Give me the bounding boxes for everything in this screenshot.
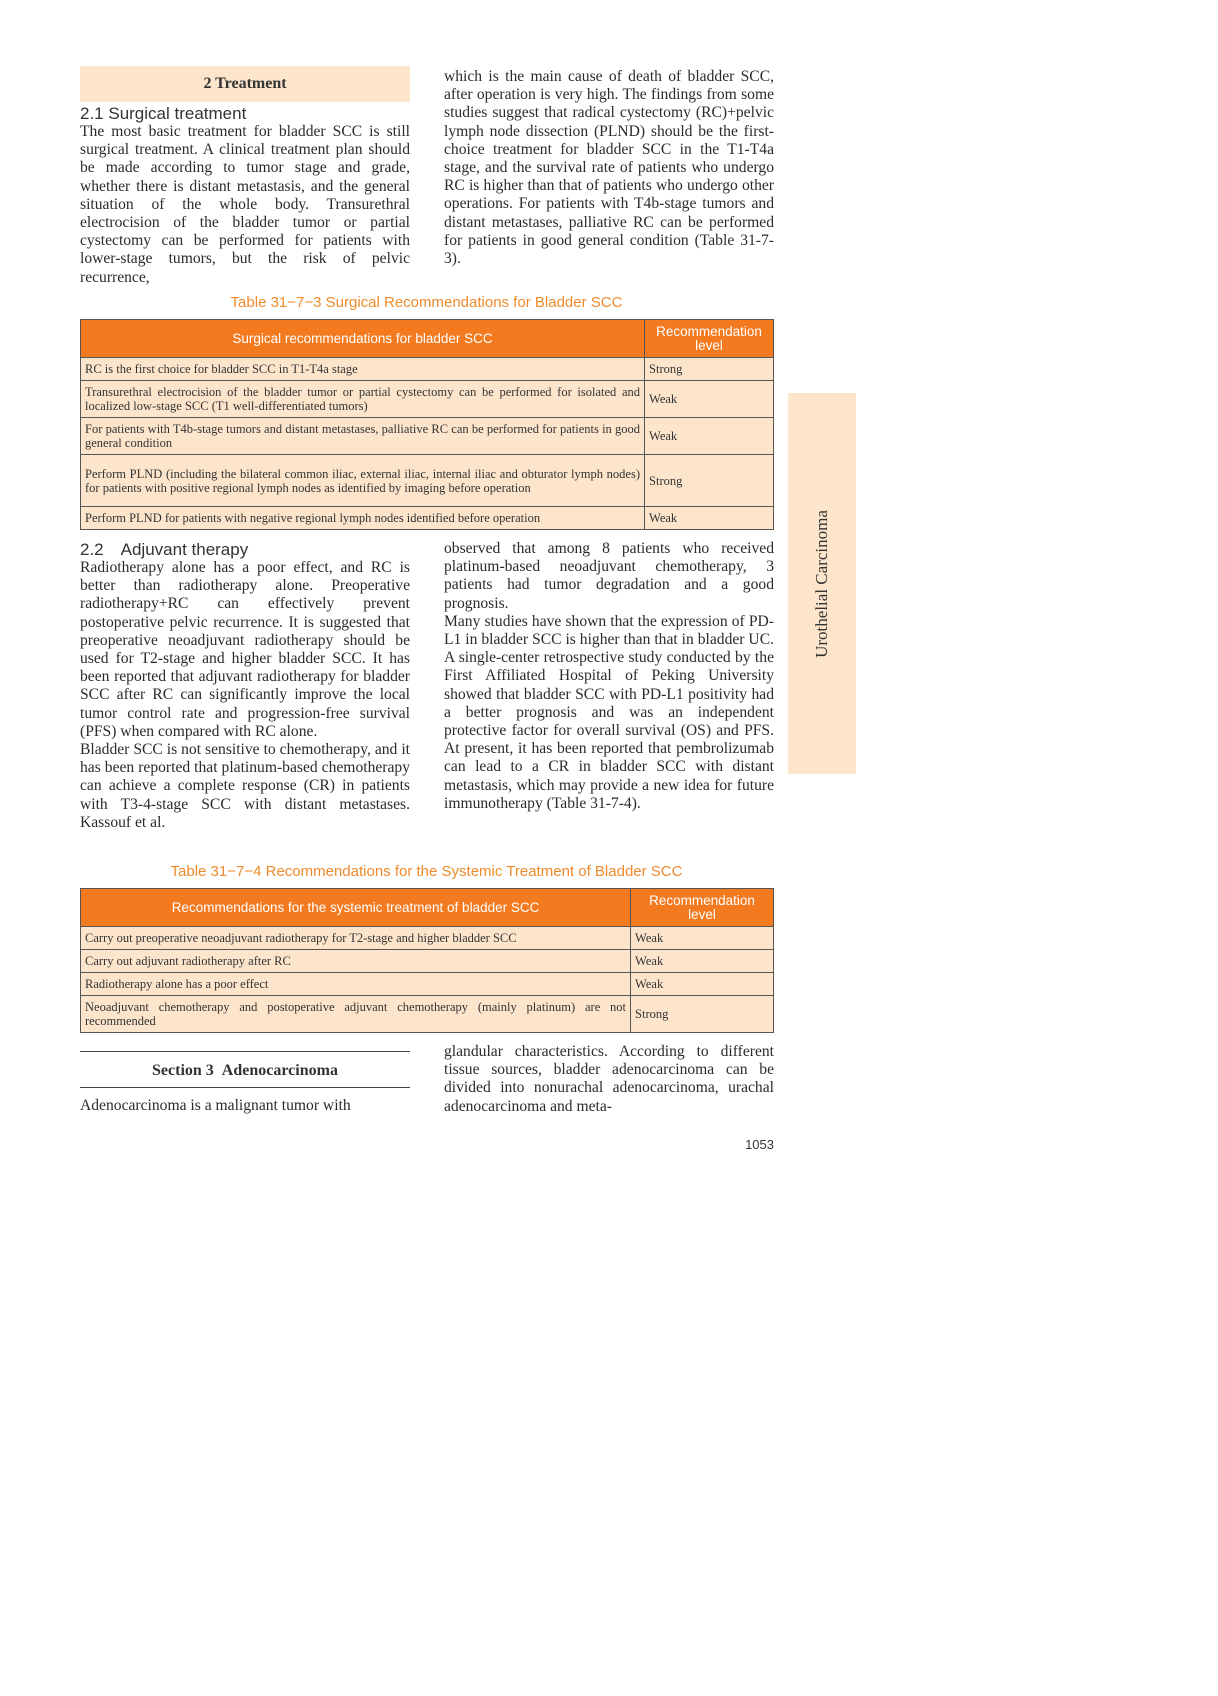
table-row <box>81 381 774 418</box>
paragraph-chemotherapy: Bladder SCC is not sensitive to chemotherapy, and it has been reported that platinum-based chemotherapy can achieve a complete response (CR) in patients with T3-4-stage SCC with distant metastases. Kassouf et al. <box>80 741 410 831</box>
table-cell-level: Weak <box>631 950 774 973</box>
left-column-bottom <box>80 1097 410 1115</box>
table-header-recommendation: Surgical recommendations for bladder SCC <box>81 320 645 358</box>
table-row <box>81 996 774 1033</box>
table-header-level: Recommendation level <box>645 320 774 358</box>
table-cell-recommendation: Carry out preoperative neoadjuvant radiotherapy for T2-stage and higher bladder SCC <box>81 927 631 950</box>
table-row <box>81 358 774 381</box>
surgical-recommendations-table <box>80 319 774 530</box>
table-cell-recommendation: RC is the first choice for bladder SCC in T1-T4a stage <box>81 358 645 381</box>
subheading-surgical-treatment: 2.1 Surgical treatment <box>80 104 247 123</box>
table-cell-recommendation: For patients with T4b-stage tumors and distant metastases, palliative RC can be performed for patients in good general condition <box>81 418 645 455</box>
table-cell-recommendation: Neoadjuvant chemotherapy and postoperative adjuvant chemotherapy (mainly platinum) are not recommended <box>81 996 631 1033</box>
table-cell-recommendation: Perform PLND (including the bilateral common iliac, external iliac, internal iliac and obturator lymph nodes) for patients with positive regional lymph nodes as identified by imaging before operation <box>81 455 645 507</box>
table-cell-level: Weak <box>631 973 774 996</box>
table-cell-level: Strong <box>631 996 774 1033</box>
table-cell-recommendation: Perform PLND for patients with negative regional lymph nodes identified before operation <box>81 507 645 530</box>
paragraph-surgical-treatment-cont: which is the main cause of death of bladder SCC, after operation is very high. The findings from some studies suggest that radical cystectomy (RC)+pelvic lymph node dissection (PLND) should be the first-choice treatment for bladder SCC in the T1-T4a stage, and the survival rate of patients who undergo RC is higher than that of patients who undergo other operations. For patients with T4b-stage tumors and distant metastases, palliative RC can be performed for patients in good general condition (Table 31-7-3). <box>444 68 774 268</box>
table-header-level: Recommendation level <box>631 889 774 927</box>
table-caption-systemic: Table 31−7−4 Recommendations for the Systemic Treatment of Bladder SCC <box>170 863 683 880</box>
table-cell-recommendation: Radiotherapy alone has a poor effect <box>81 973 631 996</box>
table-caption-surgical: Table 31−7−3 Surgical Recommendations for Bladder SCC <box>230 294 623 311</box>
paragraph-neoadjuvant: observed that among 8 patients who received platinum-based neoadjuvant chemotherapy, 3 patients had tumor degradation and a good prognosis. <box>444 540 774 612</box>
chapter-side-tab <box>788 393 856 774</box>
left-column-middle <box>80 540 410 832</box>
table-header-recommendation: Recommendations for the systemic treatment of bladder SCC <box>81 889 631 927</box>
right-column-top <box>444 68 774 268</box>
table-row <box>81 418 774 455</box>
table-cell-level: Strong <box>645 455 774 507</box>
paragraph-pd-l1: Many studies have shown that the expression of PD-L1 in bladder SCC is higher than that in bladder UC. A single-center retrospective study conducted by the First Affiliated Hospital of Peking University showed that bladder SCC with PD-L1 positivity had a better prognosis and was an independent protective factor for overall survival (OS) and PFS. At present, it has been reported that pembrolizumab can lead to a CR in bladder SCC with distant metastasis, which may provide a new idea for future immunotherapy (Table 31-7-4). <box>444 612 774 812</box>
table-row <box>81 507 774 530</box>
table-cell-recommendation: Carry out adjuvant radiotherapy after RC <box>81 950 631 973</box>
table-cell-recommendation: Transurethral electrocision of the bladder tumor or partial cystectomy can be performed for isolated and localized low-stage SCC (T1 well-differentiated tumors) <box>81 381 645 418</box>
paragraph-radiotherapy: Radiotherapy alone has a poor effect, and RC is better than radiotherapy alone. Preoperative radiotherapy+RC can effectively prevent postoperative pelvic recurrence. It is suggested that preoperative neoadjuvant radiotherapy should be used for T2-stage and higher bladder SCC. It has been reported that adjuvant radiotherapy for bladder SCC after RC can significantly improve the local tumor control rate and progression-free survival (PFS) when compared with RC alone. <box>80 559 410 740</box>
section-rule-bottom <box>80 1087 410 1088</box>
right-column-middle <box>444 540 774 813</box>
table-cell-level: Strong <box>645 358 774 381</box>
subheading-adjuvant-therapy: 2.2 Adjuvant therapy <box>80 540 249 559</box>
table-cell-level: Weak <box>645 507 774 530</box>
table-row <box>81 973 774 996</box>
table-cell-level: Weak <box>645 381 774 418</box>
section-heading-treatment: 2 Treatment <box>80 66 410 102</box>
paragraph-adenocarcinoma-cont: glandular characteristics. According to different tissue sources, bladder adenocarcinoma can be divided into nonurachal adenocarcinoma, urachal adenocarcinoma and meta- <box>444 1043 774 1115</box>
section-heading-adenocarcinoma: Section 3 Adenocarcinoma <box>152 1062 338 1079</box>
table-row <box>81 950 774 973</box>
section-rule-top <box>80 1051 410 1052</box>
paragraph-adenocarcinoma: Adenocarcinoma is a malignant tumor with <box>80 1097 351 1114</box>
right-column-bottom <box>444 1043 774 1116</box>
table-cell-level: Weak <box>631 927 774 950</box>
table-cell-level: Weak <box>645 418 774 455</box>
paragraph-surgical-treatment: The most basic treatment for bladder SCC is still surgical treatment. A clinical treatment plan should be made according to tumor stage and grade, whether there is distant metastasis, and the general situation of the whole body. Transurethral electrocision of the bladder tumor or partial cystectomy can be performed for patients with lower-stage tumors, but the risk of pelvic recurrence, <box>80 123 410 286</box>
systemic-recommendations-table <box>80 888 774 1033</box>
side-tab-label: Urothelial Carcinoma <box>812 509 831 658</box>
table-row <box>81 455 774 507</box>
left-column-top <box>80 104 410 287</box>
page-number: 1053 <box>745 1137 774 1152</box>
table-row <box>81 927 774 950</box>
